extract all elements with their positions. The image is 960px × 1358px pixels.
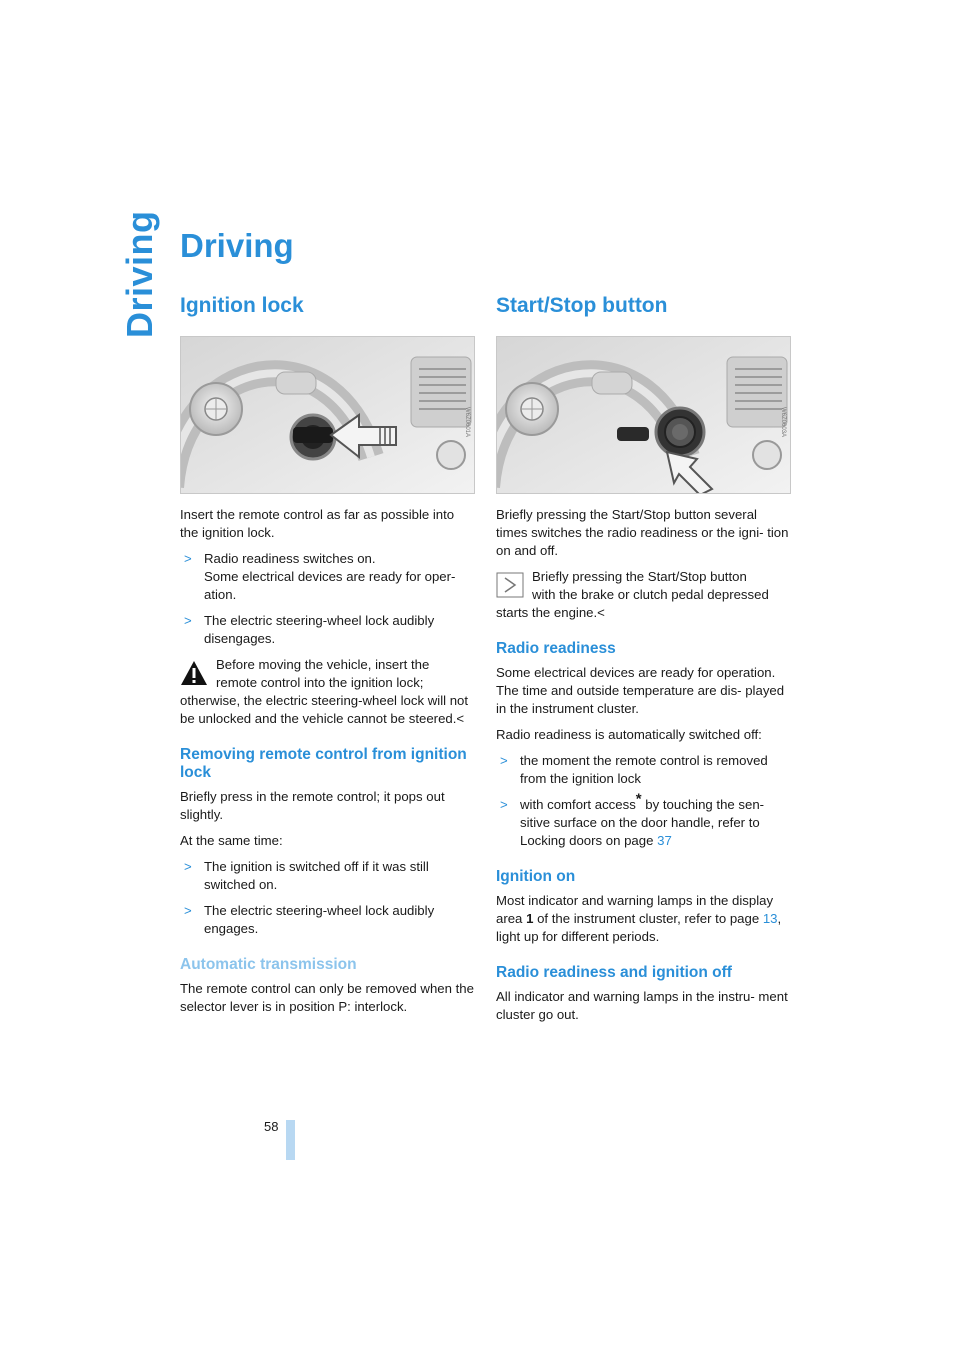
start-stop-heading: Start/Stop button bbox=[496, 294, 668, 317]
list-item: > The electric steering-wheel lock audibly disengages. bbox=[184, 613, 435, 646]
same-time-text: At the same time: bbox=[180, 833, 283, 848]
radio-off-text: Radio readiness is automatically switched off: bbox=[496, 727, 762, 742]
page-number: 58 bbox=[264, 1119, 279, 1134]
automatic-transmission-text: The remote control can only be removed when the selector lever is in position P: interlock. bbox=[180, 981, 474, 1014]
page-37-link[interactable]: 37 bbox=[657, 833, 672, 848]
ignition-off-heading: Radio readiness and ignition off bbox=[496, 964, 732, 981]
removing-heading: Removing remote control from ignition lock bbox=[180, 746, 467, 781]
figure-code: W6Z0603A bbox=[780, 406, 786, 437]
removing-text: Briefly press in the remote control; it pops out slightly. bbox=[180, 789, 445, 822]
ignition-lock-figure bbox=[180, 336, 475, 494]
bullet-glyph: > bbox=[500, 797, 508, 812]
start-stop-figure bbox=[496, 336, 791, 494]
list-item: > with comfort access* by touching the sen- sitive surface on the door handle, refer to Locking doors on page 37 bbox=[500, 790, 765, 848]
list-item: > The ignition is switched off if it was still switched on. bbox=[184, 859, 429, 892]
automatic-transmission-heading: Automatic transmission bbox=[180, 956, 357, 973]
side-tab: Driving bbox=[119, 210, 160, 338]
page-bar bbox=[286, 1120, 295, 1160]
radio-off-bullets bbox=[496, 752, 792, 850]
insert-bullets bbox=[180, 550, 476, 648]
ignition-on-text: Most indicator and warning lamps in the display area 1 of the instrument cluster, refer to page 13, light up for different periods. bbox=[496, 893, 782, 944]
start-stop-intro: Briefly pressing the Start/Stop button several times switches the radio readiness or the igni- tion on and off. bbox=[496, 507, 789, 558]
ignition-lock-heading: Ignition lock bbox=[180, 294, 304, 317]
info-note: Briefly pressing the Start/Stop button with the brake or clutch pedal depressed starts the engine.< bbox=[496, 569, 769, 620]
ignition-on-heading: Ignition on bbox=[496, 868, 576, 885]
list-item: > The electric steering-wheel lock audibly engages. bbox=[184, 903, 435, 936]
bullet-glyph: > bbox=[500, 753, 508, 768]
warning-note: Before moving the vehicle, insert the remote control into the ignition lock; otherwise, the electric steering-wheel lock will not be unlocked and the vehicle cannot be steered.< bbox=[180, 657, 469, 726]
ignition-off-text: All indicator and warning lamps in the instru- ment cluster go out. bbox=[496, 989, 788, 1022]
bullet-glyph: > bbox=[184, 613, 192, 628]
optional-star: * bbox=[635, 790, 642, 808]
intro-text: Insert the remote control as far as possible into the ignition lock. bbox=[180, 507, 455, 540]
bullet-glyph: > bbox=[184, 903, 192, 918]
radio-readiness-text: Some electrical devices are ready for operation. The time and outside temperature are dis- played in the instrument cluster. bbox=[496, 665, 785, 716]
end-mark: < bbox=[597, 605, 605, 620]
ignition-lock-illustration bbox=[181, 337, 474, 493]
start-stop-section bbox=[496, 292, 792, 1032]
end-mark: < bbox=[456, 711, 465, 726]
bullet-glyph: > bbox=[184, 551, 192, 566]
figure-code: W6Z0601A bbox=[464, 406, 470, 437]
list-item: > the moment the remote control is removed from the ignition lock bbox=[500, 753, 768, 786]
page-title: Driving bbox=[180, 227, 294, 264]
removing-bullets bbox=[180, 858, 476, 938]
warning-icon bbox=[180, 660, 208, 686]
ignition-lock-section bbox=[180, 292, 476, 1024]
note-icon bbox=[496, 572, 524, 598]
page-13-link[interactable]: 13 bbox=[762, 911, 778, 926]
list-item: > Radio readiness switches on. Some electrical devices are ready for oper- ation. bbox=[184, 551, 456, 602]
start-stop-illustration bbox=[497, 337, 790, 493]
bullet-glyph: > bbox=[184, 859, 192, 874]
radio-readiness-heading: Radio readiness bbox=[496, 640, 616, 657]
